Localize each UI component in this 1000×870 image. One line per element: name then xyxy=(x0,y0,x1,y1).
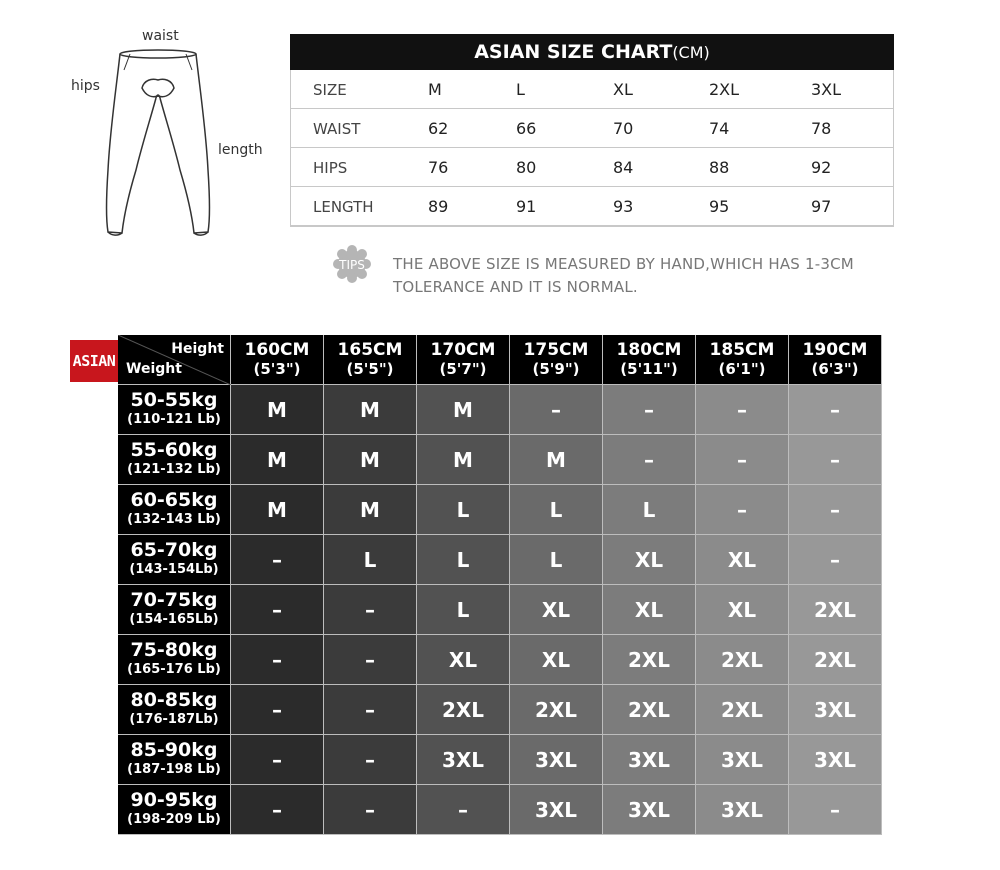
weight-kg: 65-70kg xyxy=(130,538,218,561)
size-cell: – xyxy=(324,785,417,835)
size-cell: M xyxy=(417,385,510,435)
weight-lb: (132-143 Lb) xyxy=(127,511,221,527)
size-chart-title xyxy=(290,34,894,70)
size-cell: M xyxy=(231,485,324,535)
size-cell: XL xyxy=(603,585,696,635)
size-cell: M xyxy=(324,385,417,435)
height-column-header xyxy=(231,335,324,385)
weight-axis-label: Weight xyxy=(126,361,182,377)
size-chart-cell: 88 xyxy=(709,158,730,177)
height-column-header xyxy=(324,335,417,385)
height-column-header xyxy=(417,335,510,385)
size-cell: 3XL xyxy=(417,735,510,785)
size-chart-body xyxy=(290,70,894,227)
size-cell: 2XL xyxy=(603,635,696,685)
weight-lb: (176-187Lb) xyxy=(129,711,219,727)
size-cell: – xyxy=(324,635,417,685)
size-cell: – xyxy=(696,385,789,435)
size-chart-title-text: ASIAN SIZE CHART xyxy=(474,41,673,63)
size-cell: 2XL xyxy=(696,685,789,735)
weight-row-header xyxy=(118,535,231,585)
height-ft: (5'3") xyxy=(253,359,301,378)
weight-row-header xyxy=(118,785,231,835)
size-cell: – xyxy=(510,385,603,435)
size-cell: – xyxy=(789,385,882,435)
weight-kg: 55-60kg xyxy=(130,438,218,461)
weight-lb: (165-176 Lb) xyxy=(127,661,221,677)
size-cell: – xyxy=(789,535,882,585)
size-cell: M xyxy=(231,435,324,485)
size-chart-row xyxy=(291,148,893,187)
size-chart-cell: 84 xyxy=(613,158,634,177)
size-cell: L xyxy=(510,535,603,585)
size-cell: – xyxy=(603,385,696,435)
size-cell: – xyxy=(696,435,789,485)
size-chart-row-label: SIZE xyxy=(313,81,347,99)
size-cell: L xyxy=(510,485,603,535)
size-cell: – xyxy=(231,585,324,635)
size-cell: – xyxy=(789,485,882,535)
size-cell: – xyxy=(789,785,882,835)
size-cell: 2XL xyxy=(789,585,882,635)
size-chart-cell: 91 xyxy=(516,197,537,216)
height-ft: (6'3") xyxy=(811,359,859,378)
hips-label: hips xyxy=(71,78,100,94)
size-chart-row xyxy=(291,187,893,226)
weight-row-header xyxy=(118,485,231,535)
size-chart-unit: (CM) xyxy=(672,43,710,62)
height-ft: (6'1") xyxy=(718,359,766,378)
size-chart-cell: 2XL xyxy=(709,80,740,99)
size-chart-cell: M xyxy=(428,80,442,99)
size-cell: 3XL xyxy=(510,785,603,835)
tips-line-2: TOLERANCE AND IT IS NORMAL. xyxy=(393,278,638,296)
height-ft: (5'7") xyxy=(439,359,487,378)
size-cell: – xyxy=(231,685,324,735)
weight-lb: (187-198 Lb) xyxy=(127,761,221,777)
size-chart-cell: 89 xyxy=(428,197,449,216)
size-cell: – xyxy=(231,635,324,685)
asian-badge: ASIAN xyxy=(70,340,118,382)
size-cell: – xyxy=(696,485,789,535)
weight-kg: 50-55kg xyxy=(130,388,218,411)
height-cm: 165CM xyxy=(337,339,403,360)
size-chart-cell: 74 xyxy=(709,119,730,138)
size-cell: M xyxy=(231,385,324,435)
size-chart-row-label: WAIST xyxy=(313,120,361,138)
weight-lb: (110-121 Lb) xyxy=(127,411,221,427)
weight-kg: 60-65kg xyxy=(130,488,218,511)
size-cell: – xyxy=(324,685,417,735)
waist-label: waist xyxy=(142,28,179,44)
size-chart-cell: 95 xyxy=(709,197,730,216)
size-cell: L xyxy=(417,485,510,535)
size-chart-cell: 70 xyxy=(613,119,634,138)
size-chart-cell: 97 xyxy=(811,197,832,216)
height-ft: (5'11") xyxy=(620,359,678,378)
height-ft: (5'9") xyxy=(532,359,580,378)
size-chart-cell: 66 xyxy=(516,119,537,138)
height-cm: 175CM xyxy=(523,339,589,360)
size-cell: M xyxy=(417,435,510,485)
weight-row-header xyxy=(118,435,231,485)
size-chart-cell: 62 xyxy=(428,119,449,138)
tips-badge-text: TIPS xyxy=(339,258,365,272)
size-cell: L xyxy=(417,585,510,635)
size-cell: XL xyxy=(510,635,603,685)
weight-row-header xyxy=(118,735,231,785)
size-chart-row-label: LENGTH xyxy=(313,198,374,216)
height-cm: 190CM xyxy=(802,339,868,360)
size-cell: 2XL xyxy=(789,635,882,685)
size-cell: L xyxy=(324,535,417,585)
size-cell: 2XL xyxy=(510,685,603,735)
size-chart-cell: 3XL xyxy=(811,80,842,99)
weight-kg: 90-95kg xyxy=(130,788,218,811)
size-cell: – xyxy=(324,585,417,635)
grid-corner-header xyxy=(118,335,231,385)
weight-lb: (121-132 Lb) xyxy=(127,461,221,477)
size-cell: 3XL xyxy=(510,735,603,785)
asian-size-chart xyxy=(290,34,894,227)
size-chart-cell: 80 xyxy=(516,158,537,177)
size-chart-cell: 78 xyxy=(811,119,832,138)
height-column-header xyxy=(789,335,882,385)
size-cell: 3XL xyxy=(603,735,696,785)
size-cell: L xyxy=(603,485,696,535)
size-cell: 3XL xyxy=(789,685,882,735)
weight-lb: (154-165Lb) xyxy=(129,611,219,627)
size-cell: M xyxy=(324,435,417,485)
height-cm: 180CM xyxy=(616,339,682,360)
weight-kg: 75-80kg xyxy=(130,638,218,661)
size-cell: – xyxy=(417,785,510,835)
size-cell: 3XL xyxy=(696,785,789,835)
tips-badge xyxy=(332,244,372,284)
weight-row-header xyxy=(118,585,231,635)
height-column-header xyxy=(696,335,789,385)
tips-flower-icon xyxy=(332,244,372,284)
size-chart-header-row xyxy=(291,70,893,109)
pants-diagram xyxy=(60,20,280,250)
size-cell: 3XL xyxy=(789,735,882,785)
size-cell: 3XL xyxy=(603,785,696,835)
size-cell: – xyxy=(603,435,696,485)
height-cm: 170CM xyxy=(430,339,496,360)
size-chart-row-label: HIPS xyxy=(313,159,348,177)
weight-row-header xyxy=(118,635,231,685)
size-cell: – xyxy=(231,535,324,585)
size-cell: XL xyxy=(696,585,789,635)
height-column-header xyxy=(510,335,603,385)
size-cell: XL xyxy=(603,535,696,585)
size-cell: XL xyxy=(510,585,603,635)
weight-row-header xyxy=(118,385,231,435)
size-cell: 3XL xyxy=(696,735,789,785)
height-axis-label: Height xyxy=(171,341,224,357)
height-ft: (5'5") xyxy=(346,359,394,378)
size-cell: – xyxy=(789,435,882,485)
weight-kg: 85-90kg xyxy=(130,738,218,761)
weight-lb: (143-154Lb) xyxy=(129,561,219,577)
height-cm: 185CM xyxy=(709,339,775,360)
size-cell: M xyxy=(510,435,603,485)
tips-text xyxy=(393,253,913,299)
tips-line-1: THE ABOVE SIZE IS MEASURED BY HAND,WHICH HAS 1-3CM xyxy=(393,255,854,273)
weight-kg: 70-75kg xyxy=(130,588,218,611)
size-cell: XL xyxy=(696,535,789,585)
size-chart-cell: XL xyxy=(613,80,633,99)
weight-row-header xyxy=(118,685,231,735)
height-weight-size-grid xyxy=(118,335,882,835)
weight-lb: (198-209 Lb) xyxy=(127,811,221,827)
size-chart-cell: 93 xyxy=(613,197,634,216)
size-cell: – xyxy=(231,735,324,785)
pants-outline-icon xyxy=(60,20,280,250)
height-cm: 160CM xyxy=(244,339,310,360)
size-cell: XL xyxy=(417,635,510,685)
size-chart-cell: 92 xyxy=(811,158,832,177)
length-label: length xyxy=(218,142,263,158)
size-chart-row xyxy=(291,109,893,148)
size-cell: – xyxy=(324,735,417,785)
size-chart-cell: 76 xyxy=(428,158,449,177)
size-cell: M xyxy=(324,485,417,535)
height-column-header xyxy=(603,335,696,385)
size-cell: 2XL xyxy=(603,685,696,735)
size-cell: – xyxy=(231,785,324,835)
size-chart-cell: L xyxy=(516,80,525,99)
size-cell: L xyxy=(417,535,510,585)
weight-kg: 80-85kg xyxy=(130,688,218,711)
size-cell: 2XL xyxy=(696,635,789,685)
size-cell: 2XL xyxy=(417,685,510,735)
